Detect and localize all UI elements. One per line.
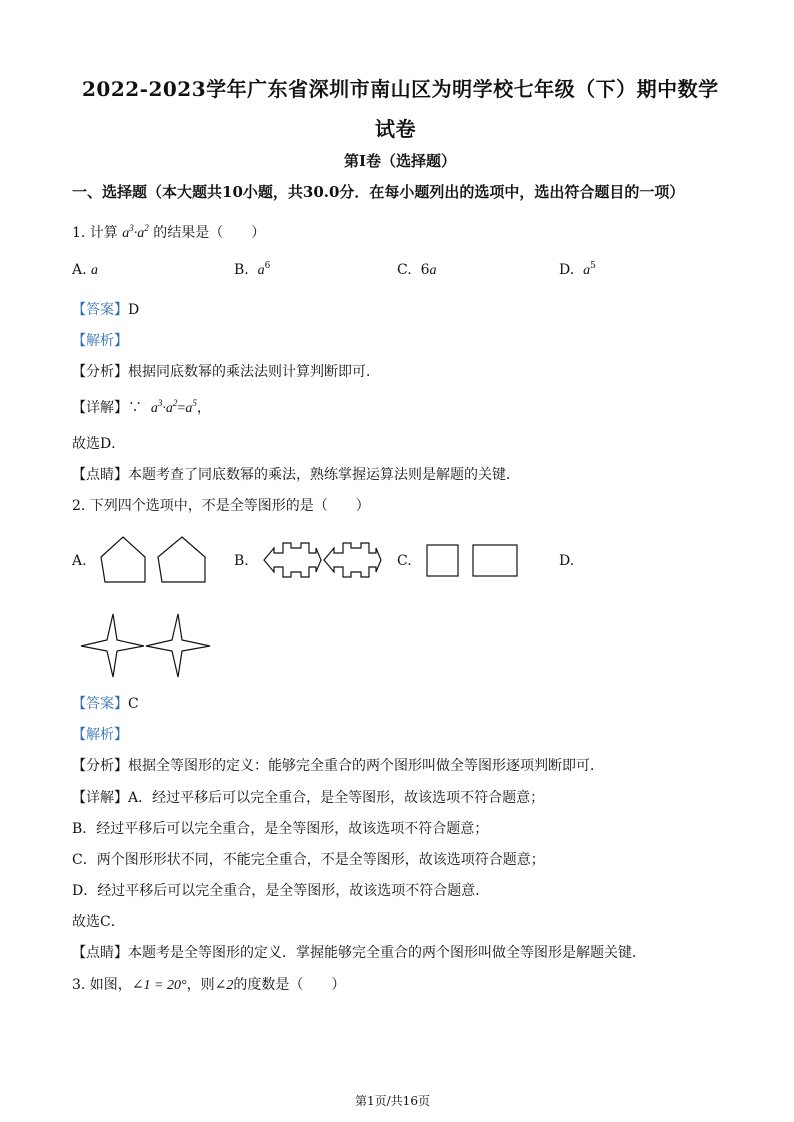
q2-analysis-label: 【解析】 bbox=[72, 727, 128, 743]
q2-option-a-label: A. bbox=[72, 553, 87, 569]
q2-option-c-label: C. bbox=[397, 553, 412, 569]
q2-option-d-label: D. bbox=[559, 553, 575, 569]
q2-dianjing: 【点睛】本题考是全等图形的定义．掌握能够完全重合的两个图形叫做全等图形是解题关键． bbox=[72, 945, 646, 961]
q2-c-square bbox=[427, 545, 458, 576]
q1-conclusion: 故选D． bbox=[72, 436, 126, 452]
q2-xiangjie-a: 【详解】A．经过平移后可以完全重合，是全等图形，故该选项不符合题意； bbox=[72, 790, 545, 806]
q1-dianjing: 【点睛】本题考查了同底数幂的乘法，熟练掌握运算法则是解题的关键． bbox=[72, 467, 520, 483]
title-line-2: 试卷 bbox=[375, 117, 416, 141]
volume-title: 第I卷（选择题） bbox=[344, 152, 457, 170]
q2-a-pentagon-1 bbox=[101, 537, 145, 582]
q1-suffix: 的结果是（ ） bbox=[153, 225, 266, 241]
q2-b-cross-1 bbox=[264, 543, 321, 577]
q2-d-star-2 bbox=[146, 614, 210, 677]
q2-d-star-1 bbox=[81, 614, 144, 677]
q2-stem: 2. 下列四个选项中，不是全等图形的是（ ） bbox=[72, 498, 370, 514]
q1-option-c: C. 6a bbox=[397, 262, 437, 278]
q1-option-a: A. a bbox=[72, 262, 99, 278]
q2-a-pentagon-2 bbox=[158, 537, 205, 582]
q1-fenxi: 【分析】根据同底数幂的乘法法则计算判断即可． bbox=[72, 364, 380, 380]
q2-line-d: D．经过平移后可以完全重合，是全等图形，故该选项不符合题意． bbox=[72, 883, 490, 899]
q2-line-b: B．经过平移后可以完全重合，是全等图形，故该选项不符合题意； bbox=[72, 821, 489, 837]
q3-stem: 3. 如图，∠1 = 20°，则∠2的度数是（ ） bbox=[72, 977, 346, 993]
q1-analysis-label: 【解析】 bbox=[72, 333, 128, 349]
q1-expression: $a^3\cdot a^2$ bbox=[122, 223, 149, 241]
q1-prefix: 1. 计算 bbox=[72, 225, 118, 241]
q1-xiangjie-expression: $a^3\cdot a^2=a^5$ bbox=[150, 398, 197, 416]
q1-answer: 【答案】D bbox=[72, 302, 140, 318]
q2-answer: 【答案】C bbox=[72, 696, 139, 712]
q2-b-cross-2 bbox=[324, 543, 381, 577]
q1-option-b: B. $a^6$ bbox=[234, 261, 271, 278]
title-line-1: 2022-2023学年广东省深圳市南山区为明学校七年级（下）期中数学 bbox=[82, 77, 719, 101]
q3-angle-2: ∠2 bbox=[214, 978, 234, 993]
q3-angle-1: ∠1 = 20° bbox=[131, 978, 187, 993]
q2-fenxi: 【分析】根据全等图形的定义：能够完全重合的两个图形叫做全等图形逐项判断即可． bbox=[72, 758, 604, 774]
page-footer: 第1页/共16页 bbox=[355, 1094, 430, 1108]
q2-option-b-label: B. bbox=[234, 553, 249, 569]
q2-line-c: C．两个图形形状不同，不能完全重合，不是全等图形，故该选项符合题意； bbox=[72, 852, 545, 868]
q1-xiangjie: 【详解】∵ $a^3\cdot a^2=a^5$， bbox=[72, 398, 211, 416]
q2-conclusion: 故选C． bbox=[72, 914, 125, 930]
section-heading: 一、选择题（本大题共10小题，共30.0分．在每小题列出的选项中，选出符合题目的一项） bbox=[72, 183, 685, 201]
q2-c-rectangle bbox=[473, 545, 517, 576]
q1-option-d: D. $a^5$ bbox=[559, 261, 596, 278]
